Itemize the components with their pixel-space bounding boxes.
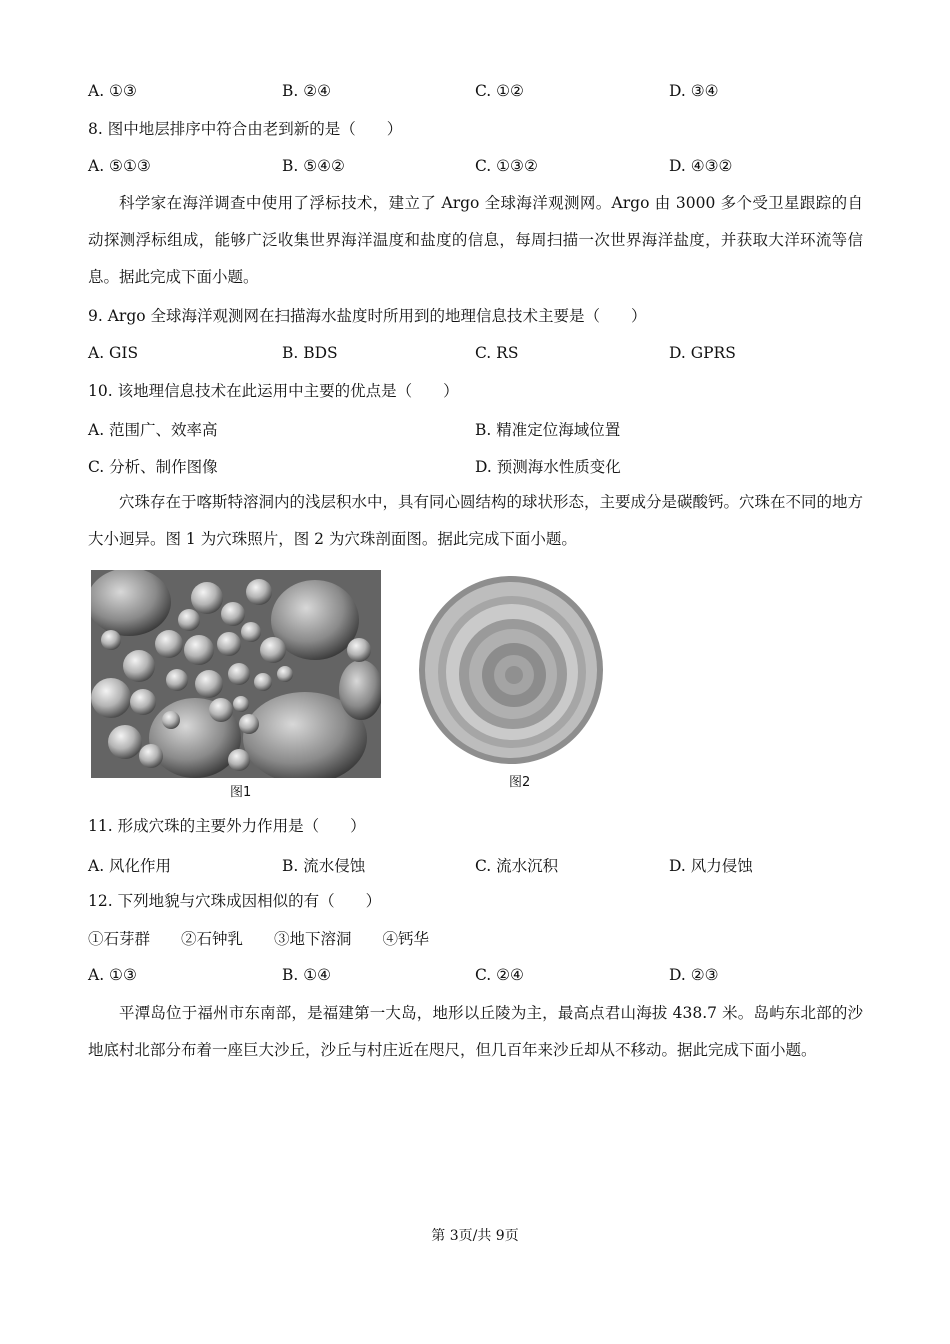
q11-option-d: D. 风力侵蚀 [669, 857, 753, 875]
q9-option-b: B. BDS [282, 344, 338, 362]
q12-option-c: C. ②④ [475, 966, 524, 984]
q10-stem: 10. 该地理信息技术在此运用中主要的优点是（ ） [88, 382, 459, 400]
q12-option-b: B. ①④ [282, 966, 332, 984]
passage-pingtan: 平潭岛位于福州市东南部，是福建第一大岛，地形以丘陵为主，最高点君山海拔 438.7 米。岛屿东北部的沙地底村北部分布着一座巨大沙丘，沙丘与村庄近在咫尺，但几百年来沙丘却从不移动。据此完成下面小题。 [88, 1004, 863, 1059]
passage-cave-pearl: 穴珠存在于喀斯特溶洞内的浅层积水中，具有同心圆结构的球状形态，主要成分是碳酸钙。穴珠在不同的地方大小迥异。图 1 为穴珠照片，图 2 为穴珠剖面图。据此完成下面小题。 [88, 493, 864, 548]
figure-1-caption: 图1 [230, 785, 252, 800]
q8-stem: 8. 图中地层排序中符合由老到新的是（ ） [88, 120, 403, 138]
q12-options [88, 966, 868, 986]
q7-option-a: A. ①③ [88, 82, 137, 100]
q11-options [88, 854, 868, 874]
figure-2-caption: 图2 [509, 775, 531, 790]
q10-option-a: A. 范围广、效率高 [88, 421, 218, 439]
figure-2-cave-pearl-section [416, 572, 606, 767]
q10-options-row1 [88, 418, 868, 438]
q12-option-a: A. ①③ [88, 966, 137, 984]
q8-option-a: A. ⑤①③ [88, 157, 151, 175]
q7-option-d: D. ③④ [669, 82, 719, 100]
q8-options [88, 157, 868, 177]
q11-option-b: B. 流水侵蚀 [282, 857, 366, 875]
q11-stem: 11. 形成穴珠的主要外力作用是（ ） [88, 817, 366, 835]
q10-option-b: B. 精准定位海域位置 [475, 421, 621, 439]
q8-option-c: C. ①③② [475, 157, 538, 175]
page-footer: 第 3页/共 9页 [431, 1228, 519, 1244]
q12-stem: 12. 下列地貌与穴珠成因相似的有（ ） [88, 892, 382, 910]
q9-option-a: A. GIS [88, 344, 139, 362]
q9-option-d: D. GPRS [669, 344, 736, 362]
q12-option-d: D. ②③ [669, 966, 719, 984]
q8-option-b: B. ⑤④② [282, 157, 345, 175]
q7-option-b: B. ②④ [282, 82, 332, 100]
q10-option-c: C. 分析、制作图像 [88, 458, 218, 476]
q12-items: ①石芽群 ②石钟乳 ③地下溶洞 ④钙华 [88, 930, 430, 948]
q10-options-row2 [88, 455, 868, 475]
passage-argo: 科学家在海洋调查中使用了浮标技术，建立了 Argo 全球海洋观测网。Argo 由 3000 多个受卫星跟踪的自动探测浮标组成，能够广泛收集世界海洋温度和盐度的信息，每周扫描一次世界海洋盐度，并获取大洋环流等信息。据此完成下面小题。 [88, 194, 863, 286]
figure-1-cave-pearl-photo [91, 570, 381, 778]
q9-option-c: C. RS [475, 344, 519, 362]
q9-stem: 9. Argo 全球海洋观测网在扫描海水盐度时所用到的地理信息技术主要是（ ） [88, 307, 647, 325]
q9-options [88, 344, 868, 364]
q10-option-d: D. 预测海水性质变化 [475, 458, 621, 476]
q11-option-a: A. 风化作用 [88, 857, 172, 875]
q8-option-d: D. ④③② [669, 157, 733, 175]
q11-option-c: C. 流水沉积 [475, 857, 559, 875]
q7-options [88, 82, 868, 102]
q7-option-c: C. ①② [475, 82, 524, 100]
